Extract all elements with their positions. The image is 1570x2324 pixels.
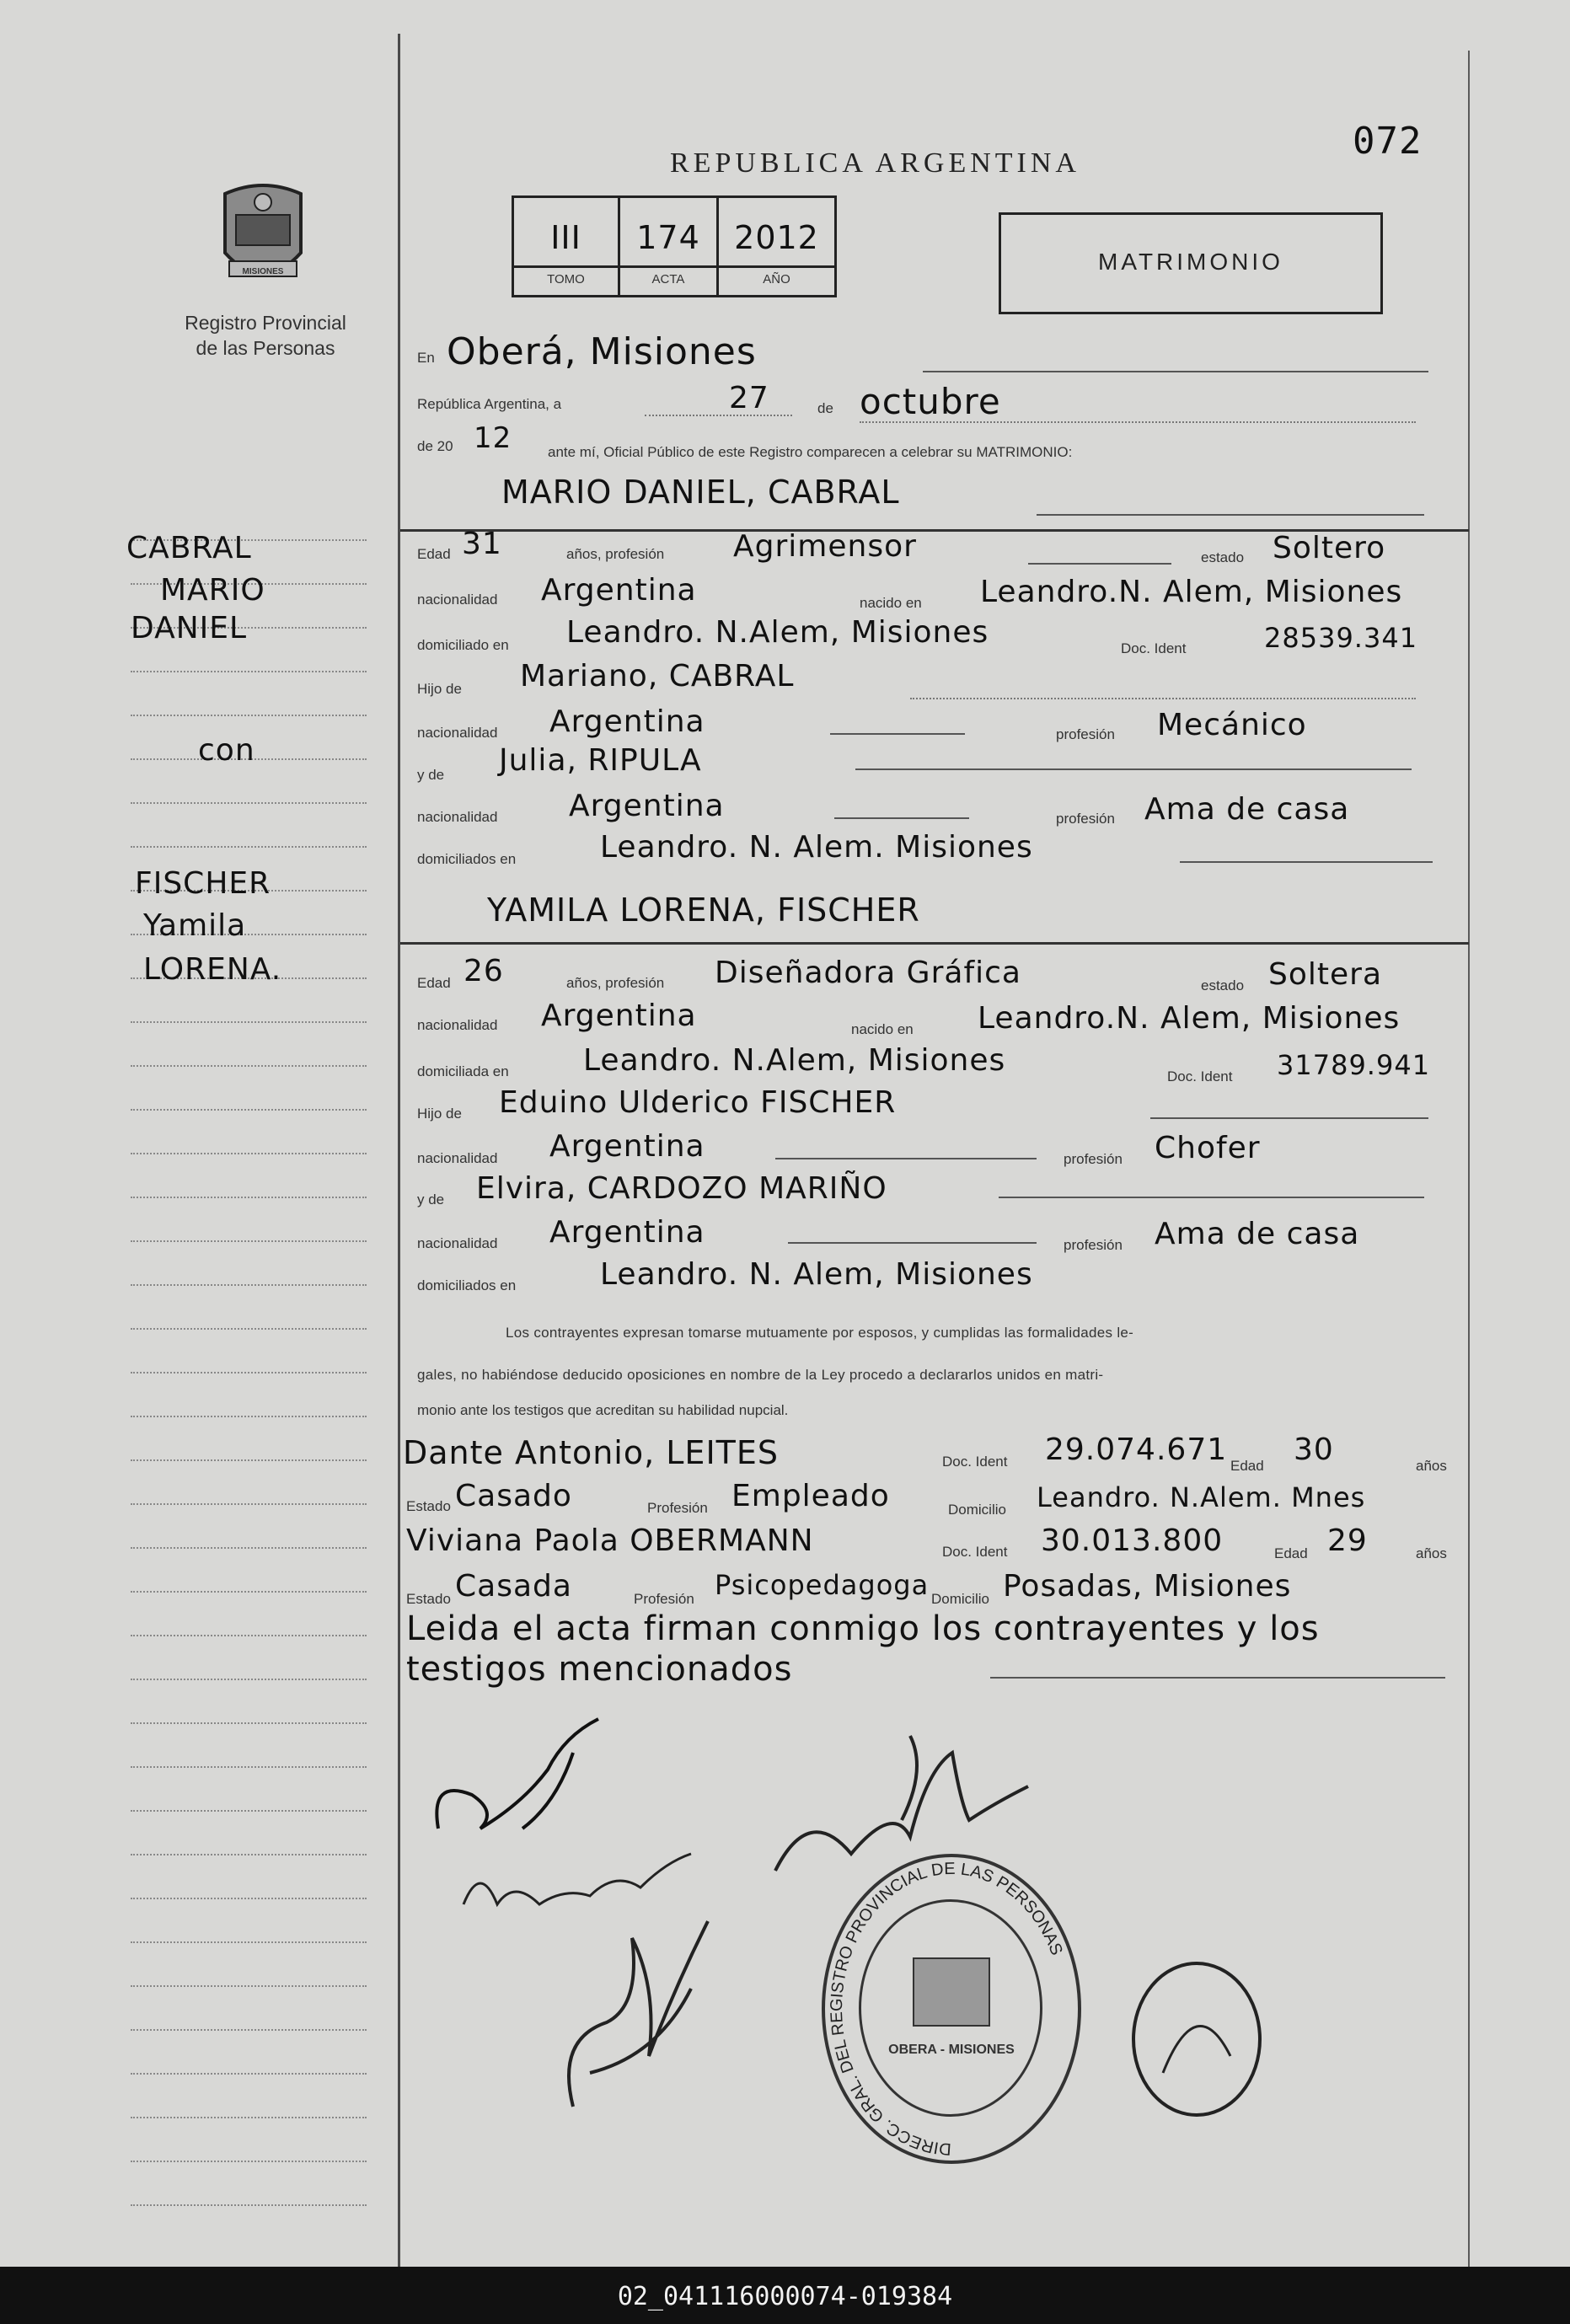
seal-city: OBERA - MISIONES (888, 2043, 1015, 2057)
bride-father: Eduino Ulderico FISCHER (499, 1085, 897, 1120)
tomo-label: TOMO (547, 272, 585, 286)
anio-label: AÑO (763, 272, 790, 286)
groom-nacido-label: nacido en (860, 595, 922, 611)
witness1-marital-status: Casado (455, 1479, 572, 1513)
margin-ruled-line (131, 802, 367, 804)
bride-mother-prof-label: profesión (1064, 1237, 1123, 1253)
bride-hijo-label: Hijo de (417, 1106, 462, 1122)
margin-groom-line1: CABRAL (126, 531, 252, 565)
groom-address: Leandro. N.Alem, Misiones (566, 615, 989, 650)
signature-witness2 (539, 1888, 758, 2123)
witness1-dom-label: Domicilio (948, 1502, 1006, 1518)
margin-ruled-line (131, 1679, 367, 1680)
bride-father-nac-label: nacionalidad (417, 1150, 498, 1166)
bride-mother-nac-label: nacionalidad (417, 1235, 498, 1251)
witness2-doc-label: Doc. Ident (942, 1544, 1008, 1560)
republica-label: República Argentina, a (417, 396, 562, 412)
witness2-marital-status: Casada (455, 1569, 572, 1604)
witness2-edad-label: Edad (1274, 1545, 1308, 1561)
margin-ruled-line (131, 1240, 367, 1242)
closing-line2: testigos mencionados (406, 1650, 793, 1689)
margin-ruled-line (131, 2161, 367, 2162)
month-value: octubre (860, 381, 1001, 422)
groom-parents-address: Leandro. N. Alem. Misiones (600, 830, 1033, 865)
bride-parents-dom-label: domiciliados en (417, 1277, 517, 1293)
groom-marital-status: Soltero (1273, 531, 1386, 565)
groom-mother-profession: Ama de casa (1144, 792, 1350, 827)
bride-nacido-label: nacido en (851, 1021, 914, 1037)
registry-name-line1: Registro Provincial (185, 312, 346, 334)
bride-father-prof-label: profesión (1064, 1151, 1123, 1167)
witness1-anos-label: años (1416, 1458, 1447, 1474)
closing-line1: Leida el acta firman conmigo los contrayentes y los (406, 1609, 1320, 1648)
witness1-profession: Empleado (731, 1479, 890, 1513)
anio-value: 2012 (734, 219, 819, 256)
bride-mother: Elvira, CARDOZO MARIÑO (476, 1171, 887, 1206)
margin-ruled-line (131, 2204, 367, 2206)
margin-groom-line2: MARIO (160, 573, 265, 608)
groom-yde-label: y de (417, 767, 445, 783)
witness2-dom-label: Domicilio (931, 1591, 989, 1607)
year-suffix: 12 (474, 421, 512, 455)
groom-doc-label: Doc. Ident (1121, 640, 1187, 656)
crest-caption: MISIONES (242, 267, 284, 276)
margin-ruled-line (131, 1766, 367, 1768)
margin-ruled-line (131, 671, 367, 672)
margin-ruled-line (131, 1941, 367, 1943)
groom-father-profession: Mecánico (1157, 708, 1307, 742)
groom-parents-dom-label: domiciliados en (417, 851, 517, 867)
groom-mother-prof-label: profesión (1056, 811, 1115, 827)
bride-father-profession: Chofer (1155, 1131, 1261, 1165)
witness2-profession: Psicopedagoga (715, 1569, 930, 1601)
witness2-prof-label: Profesión (634, 1591, 694, 1607)
groom-edad-label: Edad (417, 546, 451, 562)
intro-clause: ante mí, Oficial Público de este Registro comparecen a celebrar su MATRIMONIO: (548, 444, 1073, 460)
groom-birthplace: Leandro.N. Alem, Misiones (980, 575, 1403, 609)
witness1-doc-label: Doc. Ident (942, 1454, 1008, 1470)
acta-label: ACTA (651, 272, 685, 286)
margin-ruled-line (131, 1416, 367, 1417)
bride-age: 26 (463, 954, 504, 988)
bride-parents-address: Leandro. N. Alem, Misiones (600, 1257, 1033, 1292)
witness2-age: 29 (1327, 1523, 1368, 1558)
witness1-edad-label: Edad (1230, 1458, 1264, 1474)
margin-ruled-line (131, 2073, 367, 2075)
margin-ruled-line (131, 2029, 367, 2031)
margin-bride-line3: LORENA. (143, 952, 282, 987)
country-title: REPUBLICA ARGENTINA (670, 147, 1080, 179)
witness1-doc-id: 29.074.671 (1045, 1432, 1228, 1467)
witness2-name: Viviana Paola OBERMANN (406, 1523, 814, 1558)
margin-ruled-line (131, 1854, 367, 1855)
margin-ruled-line (131, 1284, 367, 1286)
witness2-anos-label: años (1416, 1545, 1447, 1561)
bride-doc-id: 31789.941 (1277, 1049, 1431, 1081)
groom-profession: Agrimensor (733, 529, 917, 564)
witness1-address: Leandro. N.Alem. Mnes (1037, 1481, 1366, 1513)
bride-mother-nationality: Argentina (549, 1215, 705, 1250)
declaration-line2: gales, no habiéndose deducido oposiciones en nombre de la Ley procedo a declararlos unidos en matri- (417, 1367, 1104, 1383)
margin-ruled-line (131, 1153, 367, 1154)
margin-ruled-line (131, 1109, 367, 1111)
groom-age: 31 (462, 527, 502, 561)
declaration-line1: Los contrayentes expresan tomarse mutuamente por esposos, y cumplidas las formalidades le- (506, 1325, 1134, 1341)
witness2-address: Posadas, Misiones (1003, 1569, 1292, 1604)
groom-doc-id: 28539.341 (1264, 622, 1418, 654)
bride-edad-label: Edad (417, 975, 451, 991)
groom-full-name: MARIO DANIEL, CABRAL (501, 474, 900, 511)
margin-ruled-line (131, 2117, 367, 2118)
bride-profession: Diseñadora Gráfica (715, 956, 1021, 990)
margin-bride-line2: Yamila (143, 908, 247, 943)
act-type: MATRIMONIO (1098, 249, 1283, 275)
margin-ruled-line (131, 1503, 367, 1505)
place-value: Oberá, Misiones (447, 330, 757, 373)
bride-father-nationality: Argentina (549, 1129, 705, 1164)
groom-estado-label: estado (1201, 549, 1245, 565)
seal-ring-icon (825, 1857, 1078, 2161)
groom-father-prof-label: profesión (1056, 726, 1115, 742)
witness1-name: Dante Antonio, LEITES (403, 1434, 779, 1471)
bride-anos-label: años, profesión (566, 975, 665, 991)
acta-value: 174 (636, 219, 700, 256)
signature-official (1112, 1955, 1281, 2123)
margin-ruled-line (131, 715, 367, 716)
margin-con: con (198, 733, 255, 768)
bride-nacionalidad-label: nacionalidad (417, 1017, 498, 1033)
bride-address: Leandro. N.Alem, Misiones (583, 1043, 1006, 1078)
bride-domiciliada-label: domiciliada en (417, 1063, 509, 1079)
groom-mother-nationality: Argentina (569, 789, 725, 823)
margin-ruled-line (131, 1810, 367, 1812)
groom-nacionalidad-label: nacionalidad (417, 592, 498, 608)
act-type-box (999, 212, 1383, 314)
margin-ruled-line (131, 1722, 367, 1724)
right-border-line (1468, 51, 1470, 2267)
groom-anos-label: años, profesión (566, 546, 665, 562)
bride-nationality: Argentina (541, 999, 697, 1033)
image-id-label: 02_041116000074-019384 (617, 2282, 953, 2311)
witness1-estado-label: Estado (406, 1498, 451, 1514)
margin-divider (398, 34, 400, 2267)
province-crest-icon (212, 177, 313, 295)
margin-ruled-line (131, 1328, 367, 1330)
en-label: En (417, 350, 435, 366)
witness2-estado-label: Estado (406, 1591, 451, 1607)
groom-nationality: Argentina (541, 573, 697, 608)
groom-father-nac-label: nacionalidad (417, 725, 498, 741)
bride-doc-label: Doc. Ident (1167, 1068, 1233, 1084)
groom-domiciliado-label: domiciliado en (417, 637, 509, 653)
margin-ruled-line (131, 1635, 367, 1636)
bride-yde-label: y de (417, 1191, 445, 1208)
bride-estado-label: estado (1201, 977, 1245, 993)
margin-ruled-line (131, 1591, 367, 1593)
page-number: 072 (1353, 120, 1423, 163)
margin-ruled-line (131, 1547, 367, 1549)
groom-mother-nac-label: nacionalidad (417, 809, 498, 825)
declaration-line3: monio ante los testigos que acreditan su habilidad nupcial. (417, 1402, 789, 1418)
registry-name-line2: de las Personas (196, 337, 335, 359)
margin-ruled-line (131, 1021, 367, 1023)
bride-mother-profession: Ama de casa (1155, 1217, 1360, 1251)
de-label: de (817, 400, 833, 416)
day-value: 27 (729, 381, 769, 415)
groom-mother: Julia, RIPULA (499, 743, 702, 778)
tomo-value: III (550, 219, 581, 256)
margin-ruled-line (131, 1372, 367, 1374)
margin-ruled-line (131, 1197, 367, 1198)
bride-marital-status: Soltera (1268, 957, 1383, 992)
record-number-box (512, 195, 837, 297)
margin-ruled-line (131, 1898, 367, 1899)
witness1-prof-label: Profesión (647, 1500, 708, 1516)
bride-birthplace: Leandro.N. Alem, Misiones (978, 1001, 1401, 1036)
groom-father: Mariano, CABRAL (520, 659, 795, 693)
margin-ruled-line (131, 1985, 367, 1987)
margin-bride-line1: FISCHER (135, 866, 271, 901)
margin-ruled-line (131, 1065, 367, 1067)
witness1-age: 30 (1294, 1432, 1334, 1467)
margin-ruled-line (131, 1459, 367, 1461)
svg-text:DIRECC. GRAL. DEL REGISTRO PRO: DIRECC. GRAL. DEL REGISTRO PROVINCIAL DE LAS PERSONAS (827, 1859, 1066, 2159)
margin-groom-line3: DANIEL (131, 611, 248, 645)
witness2-doc-id: 30.013.800 (1041, 1523, 1224, 1558)
bride-full-name: YAMILA LORENA, FISCHER (487, 892, 920, 929)
groom-hijo-label: Hijo de (417, 681, 462, 697)
margin-ruled-line (131, 846, 367, 848)
year-prefix: de 20 (417, 438, 453, 454)
official-seal (822, 1854, 1081, 2164)
groom-father-nationality: Argentina (549, 704, 705, 739)
